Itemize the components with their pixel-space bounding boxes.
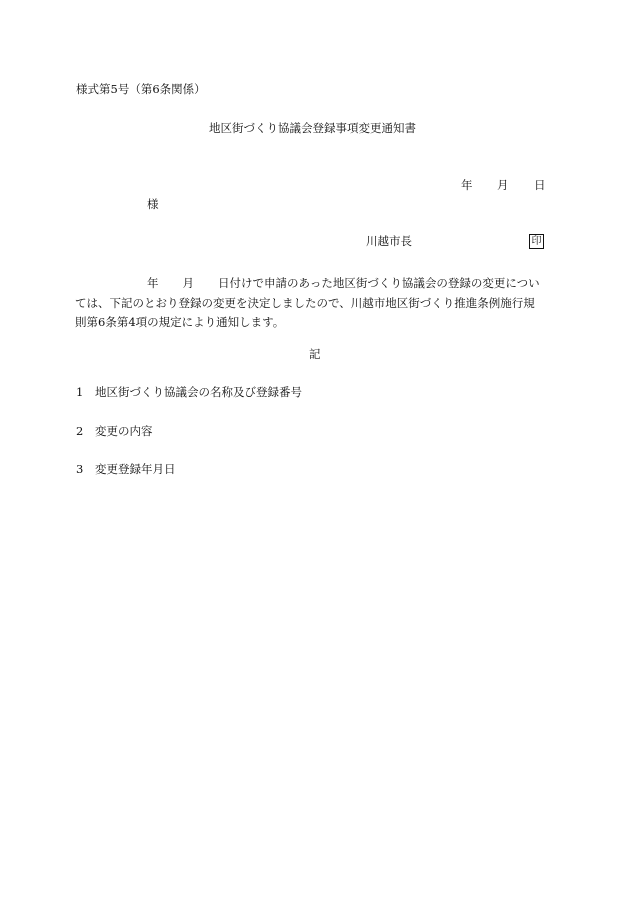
date-year-label: 年 (461, 178, 473, 192)
body-year-label: 年 (147, 276, 159, 290)
list-item (76, 464, 176, 476)
item-number: 2 (76, 424, 84, 438)
item-number: 3 (76, 462, 84, 476)
list-item (76, 426, 153, 438)
list-item (76, 387, 302, 399)
notice-body (75, 274, 551, 333)
body-line-1-text: 日付けで申請のあった地区街づくり協議会の登録の変更につい (218, 276, 540, 290)
date-month-label: 月 (497, 178, 509, 192)
date-day-label: 日 (534, 178, 546, 192)
ki-heading: 記 (309, 347, 321, 361)
item-number: 1 (76, 385, 84, 399)
form-number: 様式第5号（第6条関係） (76, 82, 206, 96)
issuer-name: 川越市長 (366, 234, 412, 248)
item-text: 地区街づくり協議会の名称及び登録番号 (95, 385, 302, 399)
body-line-1 (75, 274, 551, 294)
recipient-honorific: 様 (147, 197, 159, 211)
body-line-3: 則第6条第4項の規定により通知します。 (75, 315, 285, 329)
document-title: 地区街づくり協議会登録事項変更通知書 (209, 121, 416, 135)
body-month-label: 月 (182, 276, 194, 290)
item-text: 変更の内容 (95, 424, 153, 438)
body-line-2: ては、下記のとおり登録の変更を決定しましたので、川越市地区街づくり推進条例施行規 (75, 295, 535, 310)
seal-mark: 印 (529, 234, 544, 249)
item-text: 変更登録年月日 (95, 462, 176, 476)
